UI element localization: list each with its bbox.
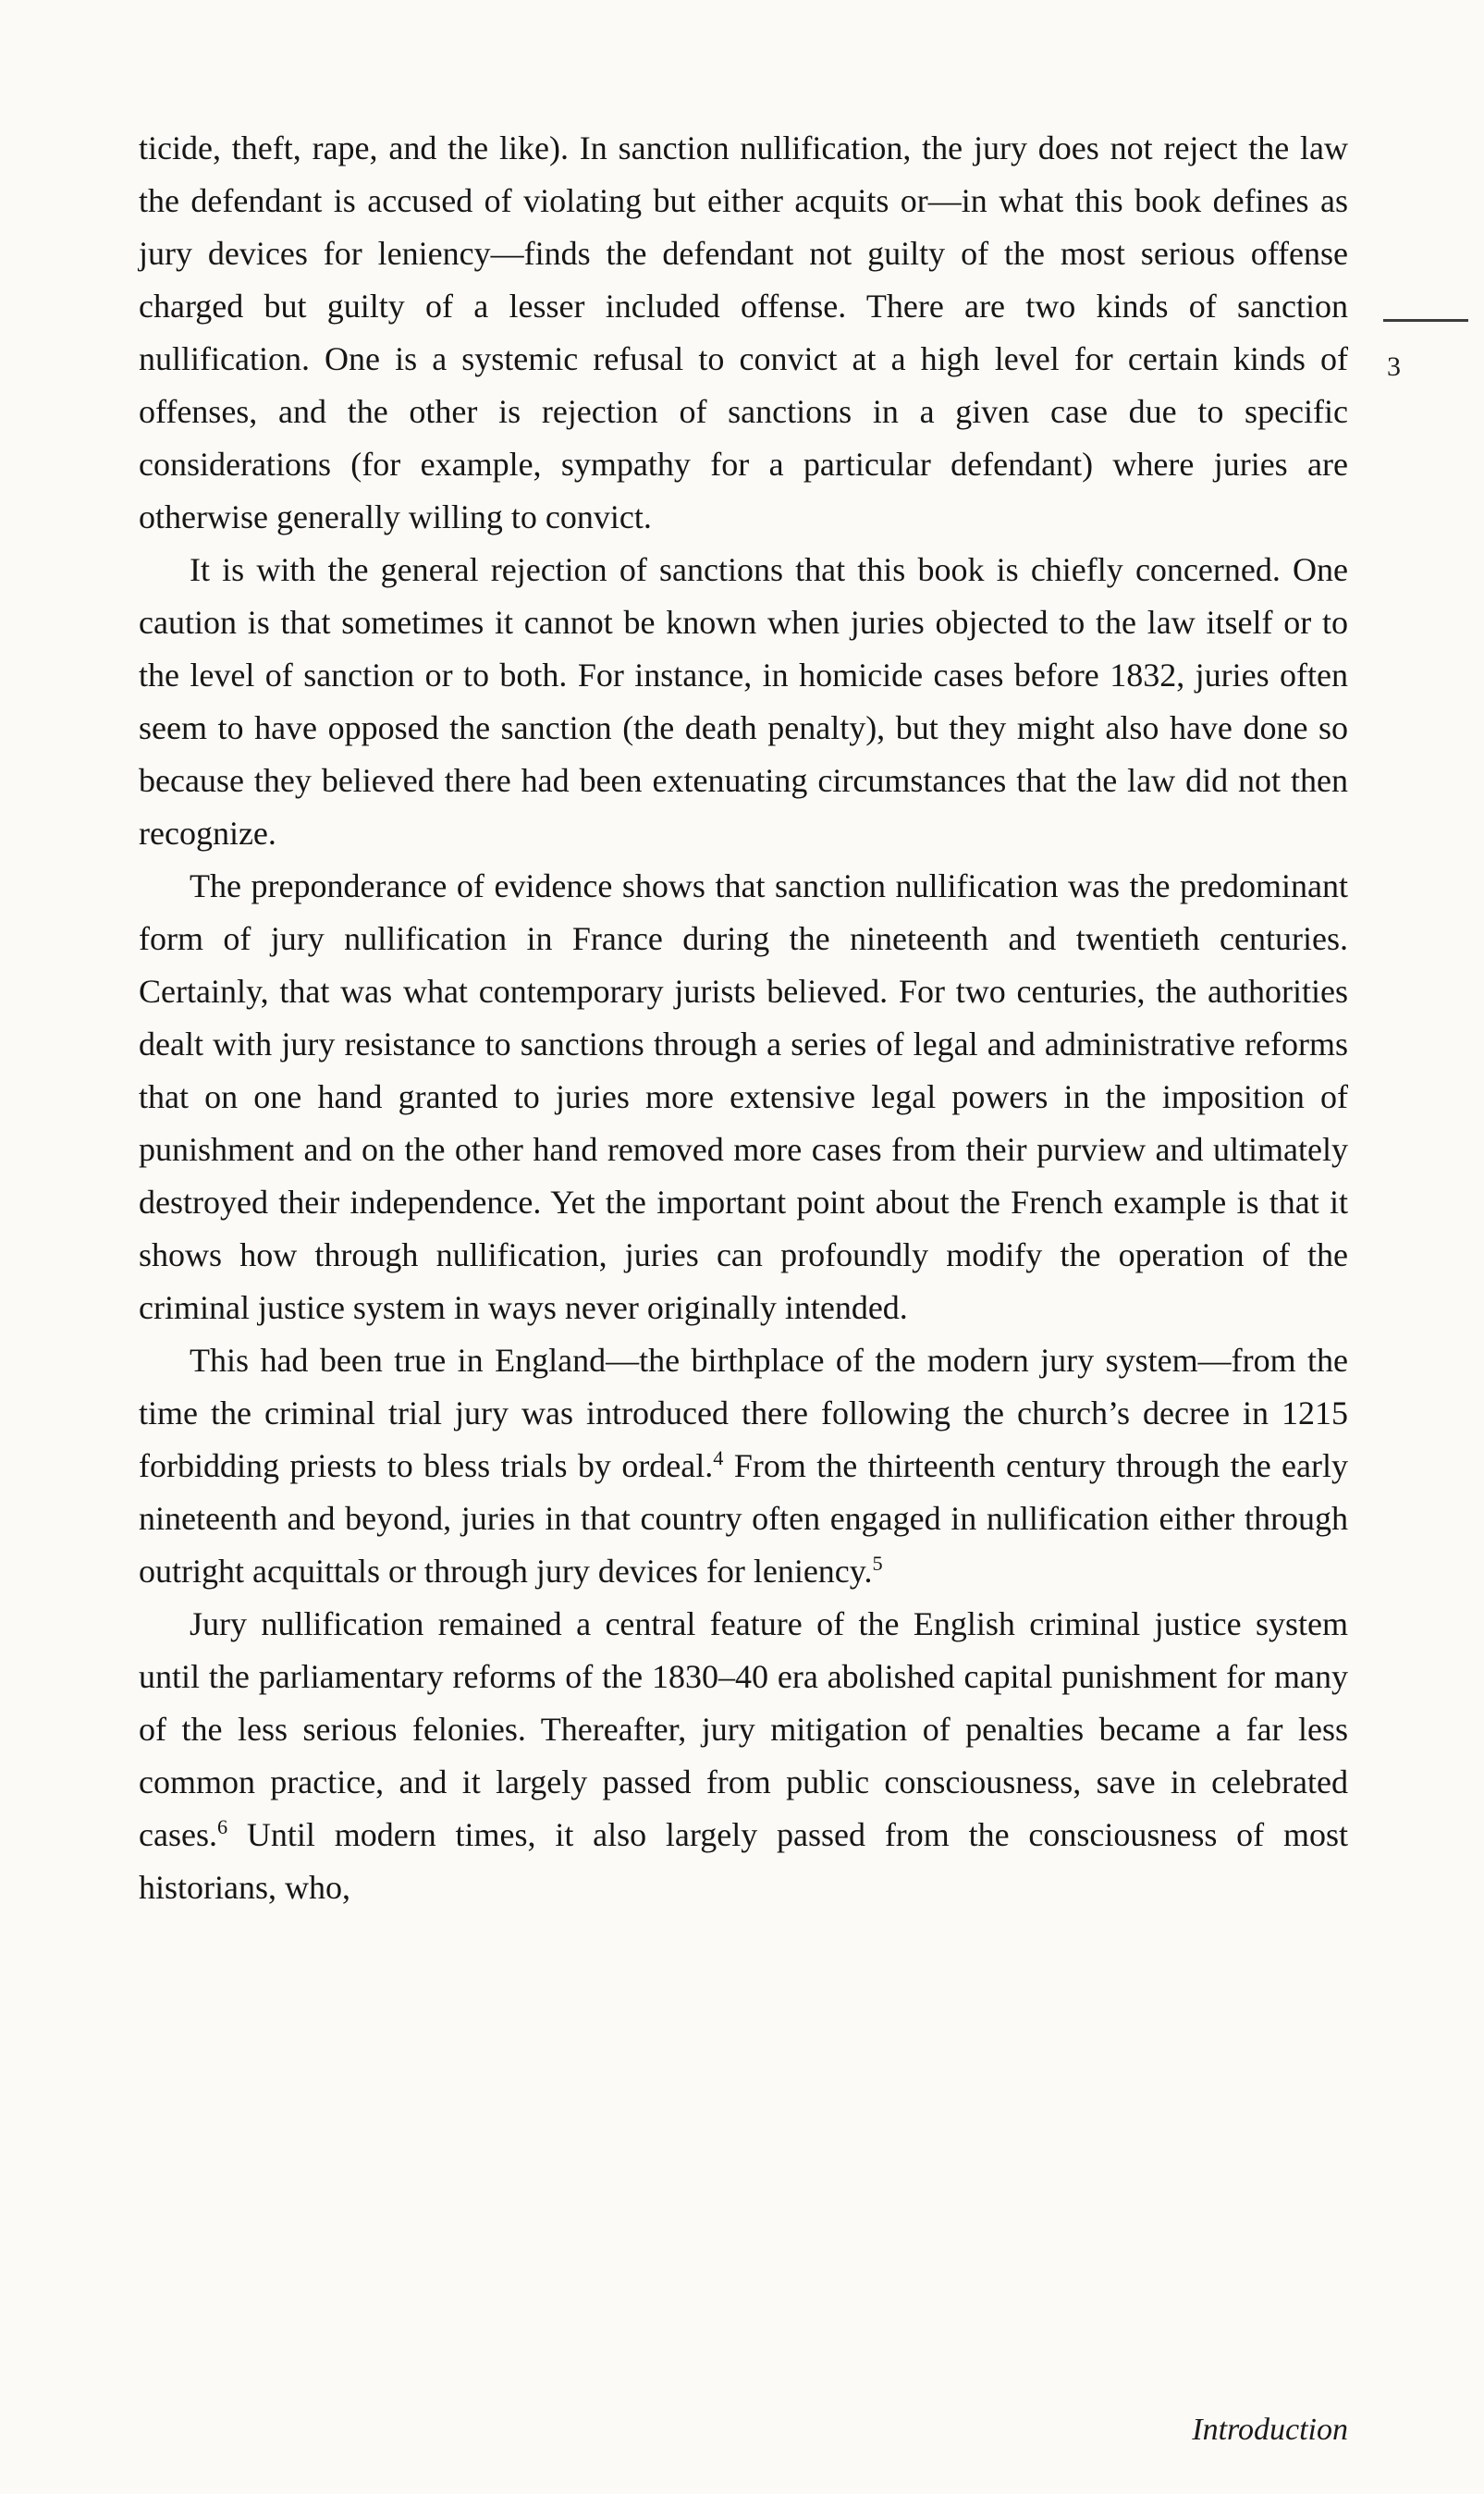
text-run: From the thirteenth century through the early nineteenth and beyond, juries in that country often engaged in nullification either through outright acquittals or through jury devices for leniency. [139,1447,1349,1590]
page-number: 3 [1387,351,1401,382]
running-footer: Introduction [1192,2413,1348,2447]
text-run: ticide, theft, rape, and the like). In sanction nullification, the jury does not reject the law the defendant is accused of violating but either acquits or—in what this book defines as jury devices for leniency—finds the defendant not guilty of the most serious offense charged but guilty of a lesser included offense. There are two kinds of sanction nullification. One is a systemic refusal to convict at a high level for certain kinds of offenses, and the other is rejection of sanctions in a given case due to specific considerations (for example, sympathy for a particular defendant) where juries are otherwise generally willing to convict. [139,129,1348,535]
text-run: This had been true in England—the birthplace of the modern jury system—from the time the criminal trial jury was introduced there following the church’s decree in 1215 forbidding priests to bless trials by ordeal. [139,1342,1348,1484]
paragraph [139,544,1348,860]
footnote-ref: 4 [713,1446,724,1469]
paragraph [139,1334,1348,1598]
paragraph [139,860,1348,1334]
paragraph [139,122,1348,544]
margin-note [1383,319,1468,383]
text-run: The preponderance of evidence shows that sanction nullification was the predominant form of jury nullification in France during the nineteenth and twentieth centuries. Certainly, that was what contemporary jurists believed. For two centuries, the authorities dealt with jury resistance to sanctions through a series of legal and administrative reforms that on one hand granted to juries more extensive legal powers in the imposition of punishment and on the other hand removed more cases from their purview and ultimately destroyed their independence. Yet the important point about the French example is that it shows how through nullification, juries can profoundly modify the operation of the criminal justice system in ways never originally intended. [139,867,1348,1326]
footnote-ref: 5 [872,1552,883,1575]
paragraph [139,1598,1348,1914]
text-run: It is with the general rejection of sanctions that this book is chiefly concerned. One caution is that sometimes it cannot be known when juries objected to the law itself or to the level of sanction or to both. For instance, in homicide cases before 1832, juries often seem to have opposed the sanction (the death penalty), but they might also have done so because they believed there had been extenuating circumstances that the law did not then recognize. [139,551,1348,852]
text-run: Until modern times, it also largely passed from the consciousness of most historians, who, [139,1816,1348,1906]
section-rule [1383,319,1468,322]
footnote-ref: 6 [216,1815,228,1838]
text-run: Jury nullification remained a central feature of the English criminal justice system until the parliamentary reforms of the 1830–40 era abolished capital punishment for many of the less serious felonies. Thereafter, jury mitigation of penalties became a far less common practice, and it largely passed from public consciousness, save in celebrated cases. [139,1605,1348,1853]
text-block [139,122,1348,1914]
